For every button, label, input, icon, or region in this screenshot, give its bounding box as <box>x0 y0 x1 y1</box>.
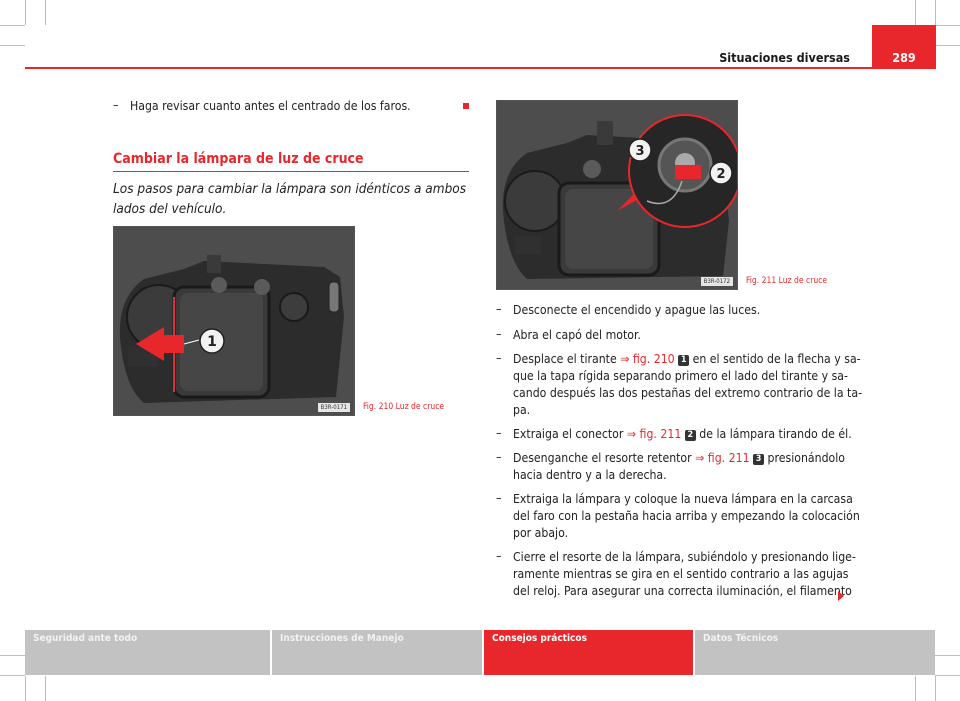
figure-211 <box>496 100 738 290</box>
list-dash: – <box>496 450 502 464</box>
list-item: Haga revisar cuanto antes el centrado de los faros. <box>130 99 411 113</box>
crop-mark <box>935 655 960 656</box>
step-7-line: ramente mientras se gira en el sentido contrario a las agujas <box>513 567 849 581</box>
crop-mark <box>0 655 25 656</box>
section-rule <box>113 171 469 172</box>
step-2: Abra el capó del motor. <box>513 328 641 342</box>
section-title: Cambiar la lámpara de luz de cruce <box>113 151 364 167</box>
step-3-line: que la tapa rígida separando primero el lado del tirante y sa- <box>513 369 848 383</box>
list-dash: – <box>496 426 502 440</box>
figure-caption: Fig. 211 Luz de cruce <box>746 276 828 286</box>
headlamp-illustration <box>497 101 737 289</box>
callout-badge: 3 <box>753 454 764 465</box>
footer-tab-datos[interactable]: Datos Técnicos <box>695 630 935 675</box>
figure-link[interactable]: ⇒ fig. 211 <box>695 451 750 465</box>
crop-mark <box>0 45 25 46</box>
svg-text:3: 3 <box>635 144 645 159</box>
figure-caption: Fig. 210 Luz de cruce <box>363 402 445 412</box>
step-3-line: cando después las dos pestañas del extremo contrario de la ta- <box>513 386 863 400</box>
crop-mark <box>935 0 936 25</box>
headlamp-illustration <box>114 227 354 415</box>
crop-mark <box>935 25 960 26</box>
crop-mark <box>25 676 26 701</box>
figure-link[interactable]: ⇒ fig. 211 <box>626 427 682 441</box>
callout-3 <box>628 138 652 162</box>
crop-mark <box>935 676 936 701</box>
list-dash: – <box>496 491 502 505</box>
figure-link[interactable]: ⇒ fig. 210 <box>620 352 675 366</box>
end-of-section-marker <box>463 103 469 109</box>
step-7-line: del reloj. Para asegurar una correcta iluminación, el filamento <box>513 584 852 598</box>
list-dash: – <box>496 302 502 316</box>
step-5: Desenganche el resorte retentor ⇒ fig. 211 3 presionándolo <box>513 451 846 465</box>
footer-tab-consejos[interactable]: Consejos prácticos <box>484 630 693 675</box>
running-header-title: Situaciones diversas <box>719 50 850 65</box>
step-3: Desplace el tirante ⇒ fig. 210 1 en el sentido de la flecha y sa- <box>513 352 861 366</box>
callout-badge: 1 <box>678 355 689 366</box>
figure-code: B3R-0171 <box>318 403 350 412</box>
svg-text:1: 1 <box>207 334 217 350</box>
step-6-line: del faro con la pestaña hacia arriba y empezando la colocación <box>513 509 860 523</box>
callout-2 <box>709 161 733 185</box>
crop-mark <box>0 25 25 26</box>
continued-arrow-icon <box>838 591 844 601</box>
header-rule <box>25 67 936 69</box>
crop-mark <box>935 675 960 676</box>
footer-tab-seguridad[interactable]: Seguridad ante todo <box>25 630 270 675</box>
page-number: 289 <box>872 25 936 68</box>
crop-mark <box>0 675 25 676</box>
step-3-line: pa. <box>513 403 531 417</box>
crop-mark <box>45 0 46 25</box>
list-dash: – <box>496 351 502 365</box>
footer-tab-instrucciones[interactable]: Instrucciones de Manejo <box>272 630 482 675</box>
step-6-line: Extraiga la lámpara y coloque la nueva lámpara en la carcasa <box>513 492 853 506</box>
step-5-line: hacia dentro y a la derecha. <box>513 468 667 482</box>
figure-code: B3R-0172 <box>701 277 733 286</box>
step-6-line: por abajo. <box>513 526 569 540</box>
crop-mark <box>915 676 916 701</box>
section-intro: Los pasos para cambiar la lámpara son idénticos a ambos lados del vehículo. <box>113 181 467 217</box>
callout-badge: 2 <box>685 430 696 441</box>
step-4: Extraiga el conector ⇒ fig. 211 2 de la lámpara tirando de él. <box>513 427 852 441</box>
callout-1 <box>199 328 225 354</box>
crop-mark <box>935 45 960 46</box>
list-dash: – <box>496 327 502 341</box>
figure-210 <box>113 226 355 416</box>
list-dash: – <box>113 98 119 112</box>
crop-mark <box>25 0 26 25</box>
svg-text:2: 2 <box>716 167 726 182</box>
step-7-line: Cierre el resorte de la lámpara, subiéndolo y presionando lige- <box>513 550 856 564</box>
step-1: Desconecte el encendido y apague las luces. <box>513 303 761 317</box>
crop-mark <box>915 0 916 25</box>
list-dash: – <box>496 549 502 563</box>
crop-mark <box>45 676 46 701</box>
